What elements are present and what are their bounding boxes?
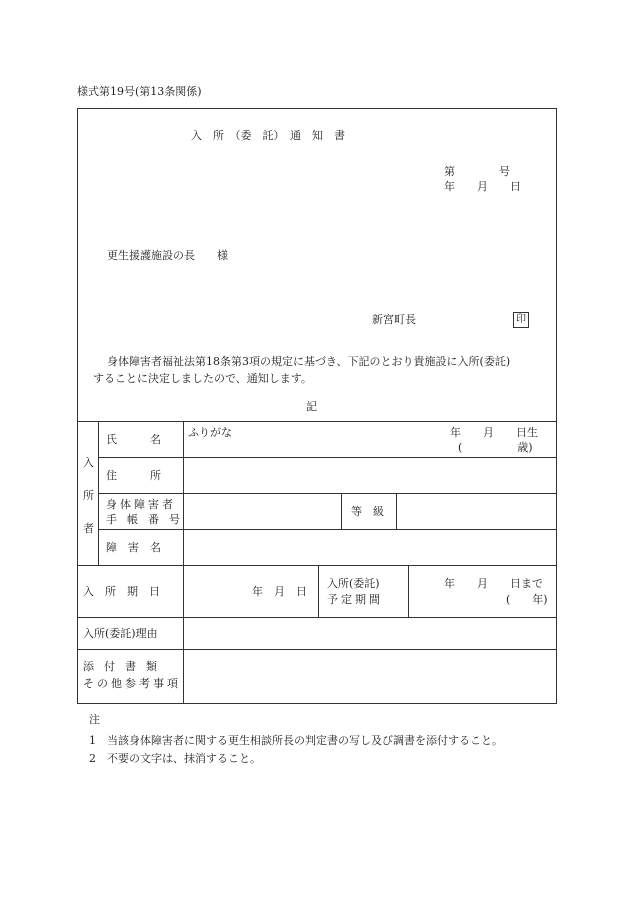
address-label: 住 所 <box>106 469 161 482</box>
group-label-char: 入 <box>83 456 94 469</box>
frame-top <box>77 108 557 109</box>
note-number: 2 <box>89 752 96 765</box>
seal-mark: 印 <box>513 312 529 328</box>
disability-label: 障 害 名 <box>106 541 161 554</box>
col-line <box>396 493 397 529</box>
col-line <box>183 421 184 703</box>
col-line <box>341 493 342 529</box>
row-line <box>98 457 557 458</box>
notes-header: 注 <box>89 713 100 726</box>
col-line <box>408 565 409 617</box>
note-number: 1 <box>89 734 96 747</box>
row-line <box>77 617 557 618</box>
col-line <box>98 421 99 565</box>
attach-label-line-2: その他参考事項 <box>83 677 181 690</box>
period-date: 年 月 日 <box>252 585 307 598</box>
techo-label-line-1: 身体障害者 <box>106 498 176 511</box>
name-label: 氏 名 <box>106 433 161 446</box>
row-line <box>98 529 557 530</box>
period-label: 入 所 期 日 <box>83 585 160 598</box>
row-line <box>77 649 557 650</box>
note-text: 不要の文字は、抹消すること。 <box>107 752 261 765</box>
frame-bottom <box>77 703 557 704</box>
scheduled-label-line-2: 予定期間 <box>327 593 383 606</box>
years: ( 年) <box>506 593 548 606</box>
reason-label: 入所(委託)理由 <box>83 627 158 640</box>
frame-right <box>556 108 557 704</box>
col-line <box>318 565 319 617</box>
grade-label: 等 級 <box>351 505 384 518</box>
table-top-line <box>77 421 557 422</box>
document-title: 入 所 （委 託） 通 知 書 <box>191 129 345 142</box>
furigana-label: ふりがな <box>188 426 232 439</box>
row-line <box>77 565 557 566</box>
form-number-label: 様式第19号(第13条関係) <box>77 85 202 98</box>
body-text-line-1: 身体障害者福祉法第18条第3項の規定に基づき、下記のとおり貴施設に入所(委託) <box>107 355 511 368</box>
attach-label-line-1: 添付書類 <box>83 660 167 673</box>
frame-left <box>77 108 78 704</box>
ki-label: 記 <box>306 400 317 413</box>
row-line <box>98 493 557 494</box>
group-label-char: 者 <box>83 522 94 535</box>
issuer: 新宮町長 <box>372 313 416 326</box>
age: ( 歳) <box>458 441 533 454</box>
until-date: 年 月 日まで <box>444 577 543 590</box>
group-label-char: 所 <box>83 489 94 502</box>
body-text-line-2: することに決定しましたので、通知します。 <box>93 372 312 385</box>
document-date: 年 月 日 <box>444 180 521 193</box>
techo-label-line-2: 手帳番号 <box>106 513 190 526</box>
document-number: 第 号 <box>444 165 510 178</box>
addressee: 更生援護施設の長 様 <box>107 249 228 262</box>
birth-date: 年 月 日生 <box>450 426 538 439</box>
note-text: 当該身体障害者に関する更生相談所長の判定書の写し及び調書を添付すること。 <box>107 734 503 747</box>
scheduled-label-line-1: 入所(委託) <box>327 577 380 590</box>
